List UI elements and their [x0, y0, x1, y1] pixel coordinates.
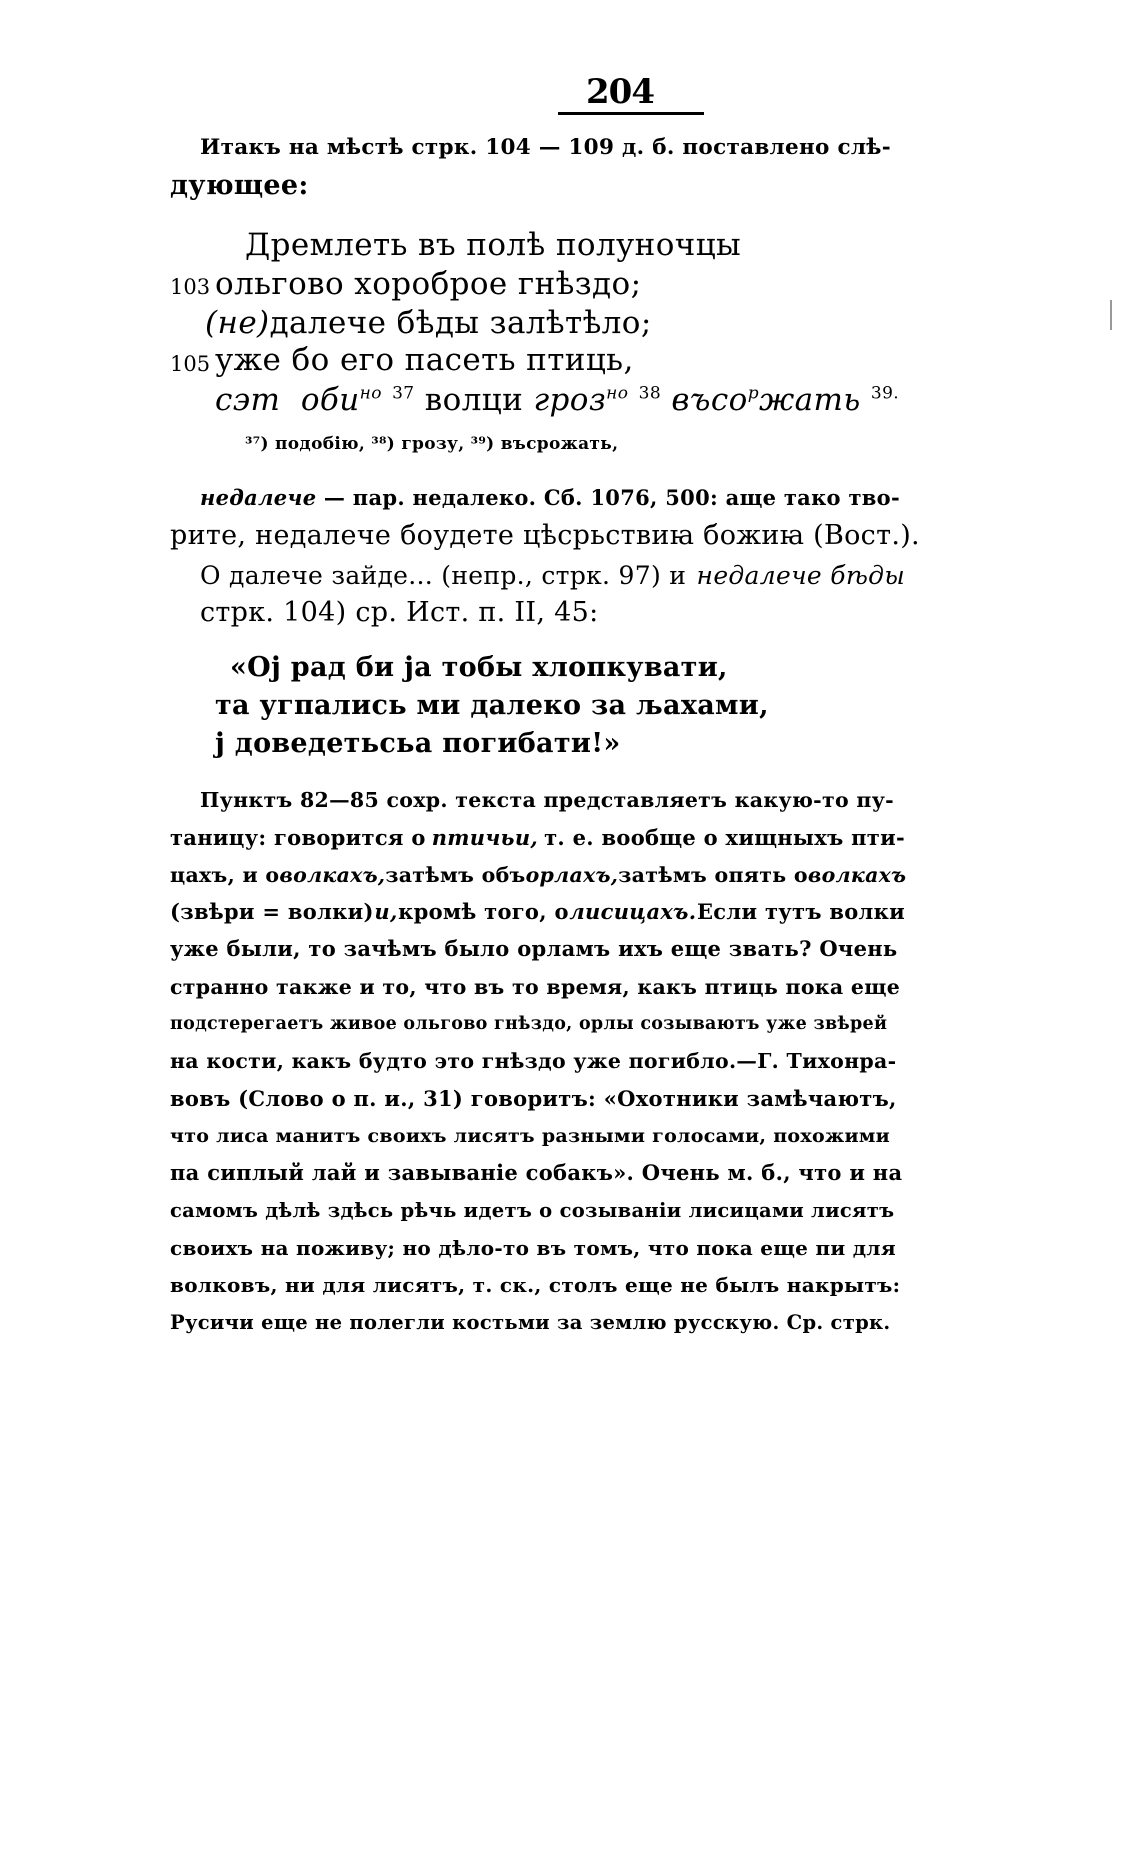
- p2-l2a: таницу: говорится о: [170, 825, 426, 850]
- p1-line-1-text: — пар. недалеко. Сб. 1076, 500: аще тако тво-: [323, 485, 900, 510]
- p2-line-1-text: Пунктъ 82—85 сохр. текста представляетъ какую-то пу-: [200, 788, 894, 812]
- verse-line-5: [215, 384, 899, 416]
- verse-line-3-prefix: (не): [205, 305, 270, 341]
- p2-l9: вовъ (Слово о п. и., 31) говоритъ: «Охотники замѣчаютъ,: [170, 1086, 897, 1111]
- p2-line-6: [170, 971, 905, 1003]
- p2-line-1: [200, 784, 905, 816]
- verse-word-5-end: жать: [759, 382, 861, 418]
- p2-line-13: [170, 1232, 905, 1264]
- p1-line-3-text: О далече зайде... (непр., стрк. 97) и: [200, 561, 687, 590]
- p2-l11: па сиплый лай и завываніе собакъ». Очень м. б., что и на: [170, 1160, 903, 1185]
- verse-line-4: уже бо его пасеть птиць,: [215, 342, 634, 378]
- p1-line-3-italic: недалече бѣды: [696, 561, 905, 590]
- p2-l4e: Если тутъ волки: [696, 899, 905, 924]
- intro-text-1: Итакъ на мѣстѣ стрк. 104 — 109 д. б. поставлено слѣ-: [200, 135, 891, 160]
- quote-line-3: ј доведетьсьа погибати!»: [215, 728, 621, 759]
- verse-word-3: волци: [424, 382, 524, 418]
- p1-line-2: рите, недалече боудете цѣсрьствиꙗ божиꙗ (Вост.).: [170, 520, 920, 551]
- p2-line-3: [170, 859, 905, 891]
- p2-line-7: [170, 1008, 905, 1040]
- page-number: 204: [586, 72, 654, 112]
- quote-line-1: «Ој рад би ја тобы хлопкувати,: [230, 652, 728, 683]
- footnote-ref-38: 38: [638, 383, 662, 404]
- p2-l7: подстерегаетъ живое ольгово гнѣздо, орлы созываютъ уже звѣрей: [170, 1014, 888, 1034]
- page-number-rule: [558, 112, 704, 115]
- p1-line-3: [200, 560, 905, 592]
- p2-line-8: [170, 1045, 905, 1077]
- p2-line-5: [170, 933, 905, 965]
- verse-word-2-sup: но: [359, 383, 382, 404]
- p2-line-15: [170, 1307, 905, 1339]
- p2-line-9: [170, 1083, 905, 1115]
- verse-line-3-text: далече бѣды залѣтѣло;: [269, 305, 652, 341]
- p2-l2c: т. е. вообще о хищныхъ пти-: [544, 825, 905, 850]
- verse-word-4: гроз: [533, 382, 607, 418]
- verse-footnotes: ³⁷) подобію, ³⁸) грозу, ³⁹) въсрожать,: [245, 434, 619, 454]
- p2-line-10: [170, 1120, 905, 1152]
- p2-l12: самомъ дѣлѣ здѣсь рѣчь идетъ о созываніи лисицами лисятъ: [170, 1199, 895, 1222]
- p2-l3f: волкахъ: [807, 863, 907, 887]
- p2-line-2: [170, 822, 905, 854]
- verse-line-2: ольгово хороброе гнѣздо;: [215, 266, 642, 302]
- intro-line-2: [170, 170, 309, 202]
- p2-l3a: цахъ, и о: [170, 863, 280, 887]
- p2-l4d: лисицахъ.: [569, 899, 697, 924]
- p2-line-12: [170, 1195, 905, 1227]
- p2-l8: на кости, какъ будто это гнѣздо уже погибло.—Г. Тихонра-: [170, 1049, 897, 1073]
- p2-l4b: и,: [374, 899, 398, 924]
- p2-l6: странно также и то, что въ то время, какъ птиць пока еще: [170, 975, 901, 999]
- p2-line-11: [170, 1157, 905, 1189]
- p2-l3b: волкахъ,: [279, 863, 386, 887]
- p2-line-4: [170, 896, 905, 928]
- verse-line-1: Дремлеть въ полѣ полуночцы: [245, 227, 742, 263]
- quote-line-2: та угпались ми далеко за љахами,: [215, 690, 769, 721]
- p2-line-14: [170, 1269, 905, 1301]
- p2-l14: волковъ, ни для лисятъ, т. ск., столъ еще не былъ накрытъ:: [170, 1273, 901, 1297]
- scan-edge-mark: [1110, 300, 1112, 330]
- p2-l5: уже были, то зачѣмъ было орламъ ихъ еще звать? Очень: [170, 936, 898, 961]
- footnote-ref-37: 37: [392, 383, 415, 404]
- p2-l3e: затѣмъ опять о: [618, 863, 808, 887]
- intro-text-2: дующее:: [170, 170, 309, 201]
- p1-line-1: [200, 482, 900, 514]
- verse-word-2: оби: [300, 382, 360, 418]
- verse-word-5-sup: р: [747, 383, 759, 404]
- verse-line-number-105: 105: [170, 352, 211, 376]
- p2-l13: своихъ на поживу; но дѣло-то въ томъ, что пока еще пи для: [170, 1236, 896, 1260]
- p2-l4a: (звѣри = волки): [170, 899, 374, 924]
- p2-l2b: птичьи,: [431, 825, 539, 850]
- verse-word-5: въсо: [671, 382, 748, 418]
- intro-line-1: [200, 132, 900, 164]
- p2-l10: что лиса манитъ своихъ лисятъ разными голосами, похожими: [170, 1125, 891, 1147]
- verse-word-4-sup: но: [606, 383, 629, 404]
- verse-line-number-103: 103: [170, 275, 211, 299]
- p2-l3c: затѣмъ объ: [385, 863, 526, 887]
- p1-headword: недалече: [200, 485, 317, 510]
- p2-l3d: орлахъ,: [525, 863, 619, 887]
- footnote-ref-39: 39.: [870, 383, 900, 404]
- p1-line-4: стрк. 104) ср. Ист. п. II, 45:: [200, 597, 599, 628]
- p2-l15: Русичи еще не полегли костьми за землю русскую. Ср. стрк.: [170, 1311, 891, 1334]
- p2-l4c: кромѣ того, о: [398, 899, 569, 924]
- verse-line-3: [205, 307, 652, 339]
- verse-word-1: сэт: [215, 382, 281, 418]
